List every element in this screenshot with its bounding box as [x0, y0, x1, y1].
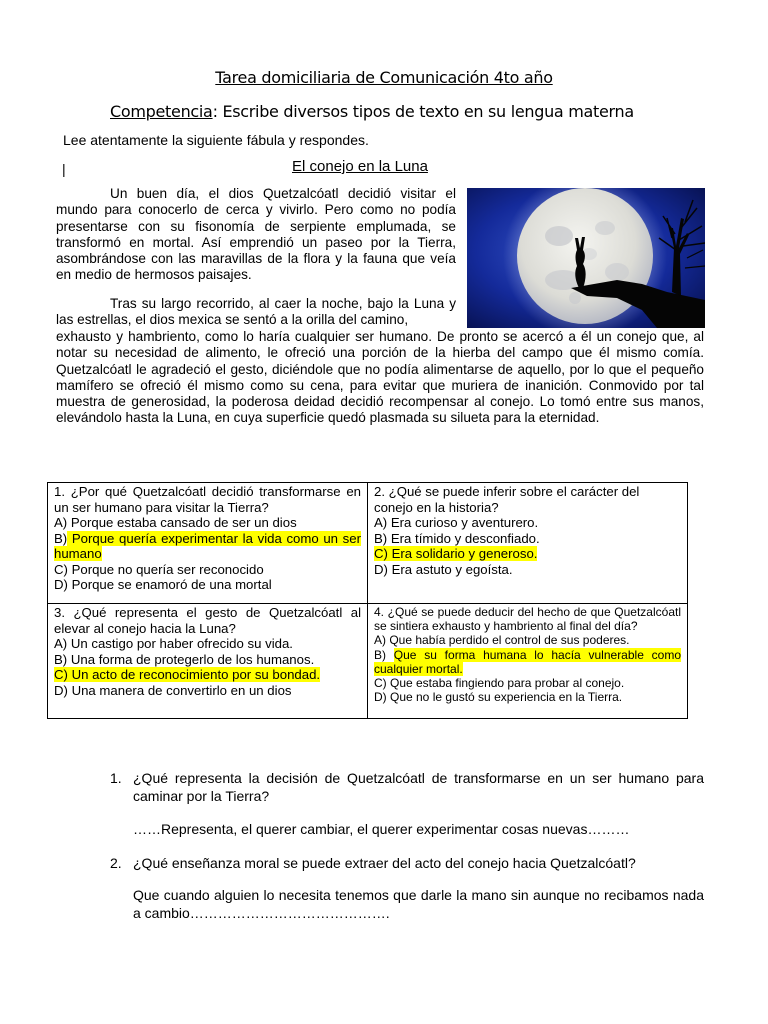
competencia-text: : Escribe diversos tipos de texto en su lengua materna — [212, 102, 634, 121]
question-2-option-b: B) Era tímido y desconfiado. — [374, 530, 540, 546]
open-question-2-answer: Que cuando alguien lo necesita tenemos que darle la mano sin aunque no recibamos nada a cambio……………………………………. — [133, 887, 704, 921]
open-question-1-number: 1. — [110, 770, 122, 786]
open-question-1-answer: ……Representa, el querer cambiar, el querer experimentar cosas nuevas……… — [133, 821, 630, 837]
open-question-1-text: ¿Qué representa la decisión de Quetzalcóatl de transformarse en un ser humano para caminar por la Tierra? — [133, 770, 704, 804]
question-3-text: 3. ¿Qué representa el gesto de Quetzalcóatl al elevar al conejo hacia la Luna? — [54, 605, 361, 636]
question-4-text: 4. ¿Qué se puede deducir del hecho de que Quetzalcóatl se sintiera exhausto y hambriento al final del día? — [374, 605, 681, 634]
quiz-row-2 — [48, 604, 688, 719]
fable-paragraph-2-start: Tras su largo recorrido, al caer la noche, bajo la Luna y las estrellas, el dios mexica se sentó a la orilla del camino, — [56, 296, 456, 328]
question-1-option-b: B) Porque quería experimentar la vida como un ser humano — [54, 530, 361, 561]
question-3-option-b: B) Una forma de protegerlo de los humanos. — [54, 651, 315, 667]
question-2-option-a: A) Era curioso y aventurero. — [374, 515, 539, 530]
highlighted-answer: C) Era solidario y generoso. — [374, 546, 538, 561]
question-1-option-c: C) Porque no quería ser reconocido — [54, 561, 264, 577]
competencia-line — [110, 102, 634, 121]
question-2-option-c — [374, 546, 681, 562]
fable-paragraph-1: Un buen día, el dios Quetzalcóatl decidió visitar el mundo para conocerlo de cerca y vivirlo. Pero como no podía presentarse con su fisonomía de serpiente emplumada, se transformó en mortal. Así emprendió un paseo por la Tierra, asombrándose con las maravillas de la flora y la fauna que veía en medio de hermosos paisajes. — [56, 186, 456, 283]
question-3-option-a: A) Un castigo por haber ofrecido su vida. — [54, 636, 293, 651]
question-cell-1 — [48, 483, 368, 604]
question-4-option-c: C) Que estaba fingiendo para probar al conejo. — [374, 676, 625, 691]
highlighted-answer: Porque quería experimentar la vida como un ser humano — [54, 530, 361, 561]
question-cell-3 — [48, 604, 368, 719]
text-cursor-mark: | — [62, 161, 66, 177]
competencia-label: Competencia — [110, 102, 213, 121]
question-1-option-a: A) Porque estaba cansado de ser un dios — [54, 515, 297, 530]
question-3-option-d: D) Una manera de convertirlo en un dios — [54, 682, 292, 698]
fable-paragraph-2-rest: exhausto y hambriento, como lo haría cualquier ser humano. De pronto se acercó a él un conejo que, al notar su necesidad de alimento, le ofreció una porción de la hierba del campo que él mismo comía. Quetzalcóatl le agradeció el gesto, diciéndole que no podía alimentarse de aquello, por lo que el pequeño mamífero se ofreció él mismo como su cena, para evitar que muriera de inanición. Conmovido por tal muestra de generosidad, la poderosa deidad decidió recompensar al conejo. Lo tomó entre sus manos, elevándolo hasta la Luna, en cuya superficie quedó plasmada su silueta para la eternidad. — [56, 329, 704, 426]
open-question-2-number: 2. — [110, 855, 122, 871]
quiz-row-1 — [48, 483, 688, 604]
question-4-option-d: D) Que no le gustó su experiencia en la Tierra. — [374, 690, 623, 705]
question-4-option-b: B) Que su forma humana lo hacía vulnerable como cualquier mortal. — [374, 647, 681, 676]
question-3-option-c — [54, 667, 361, 683]
question-2-option-d: D) Era astuto y egoísta. — [374, 561, 513, 577]
question-cell-4 — [368, 604, 688, 719]
highlighted-answer: Que su forma humana lo hacía vulnerable como cualquier mortal. — [374, 647, 681, 676]
question-2-text: 2. ¿Qué se puede inferir sobre el carácter del conejo en la historia? — [374, 484, 640, 515]
highlighted-answer: C) Un acto de reconocimiento por su bondad. — [54, 667, 321, 682]
question-1-option-d: D) Porque se enamoró de una mortal — [54, 577, 272, 592]
quiz-table — [47, 482, 688, 719]
instruction-text: Lee atentamente la siguiente fábula y respondes. — [63, 132, 369, 148]
page-title: Tarea domiciliaria de Comunicación 4to año — [215, 68, 553, 87]
question-cell-2 — [368, 483, 688, 604]
open-question-2-text: ¿Qué enseñanza moral se puede extraer del acto del conejo hacia Quetzalcóatl? — [133, 855, 636, 871]
question-1-text: 1. ¿Por qué Quetzalcóatl decidió transformarse en un ser humano para visitar la Tierra? — [54, 484, 361, 515]
moon-rabbit-image — [467, 188, 705, 328]
fable-title: El conejo en la Luna — [292, 158, 428, 175]
question-4-option-a: A) Que había perdido el control de sus poderes. — [374, 633, 630, 648]
